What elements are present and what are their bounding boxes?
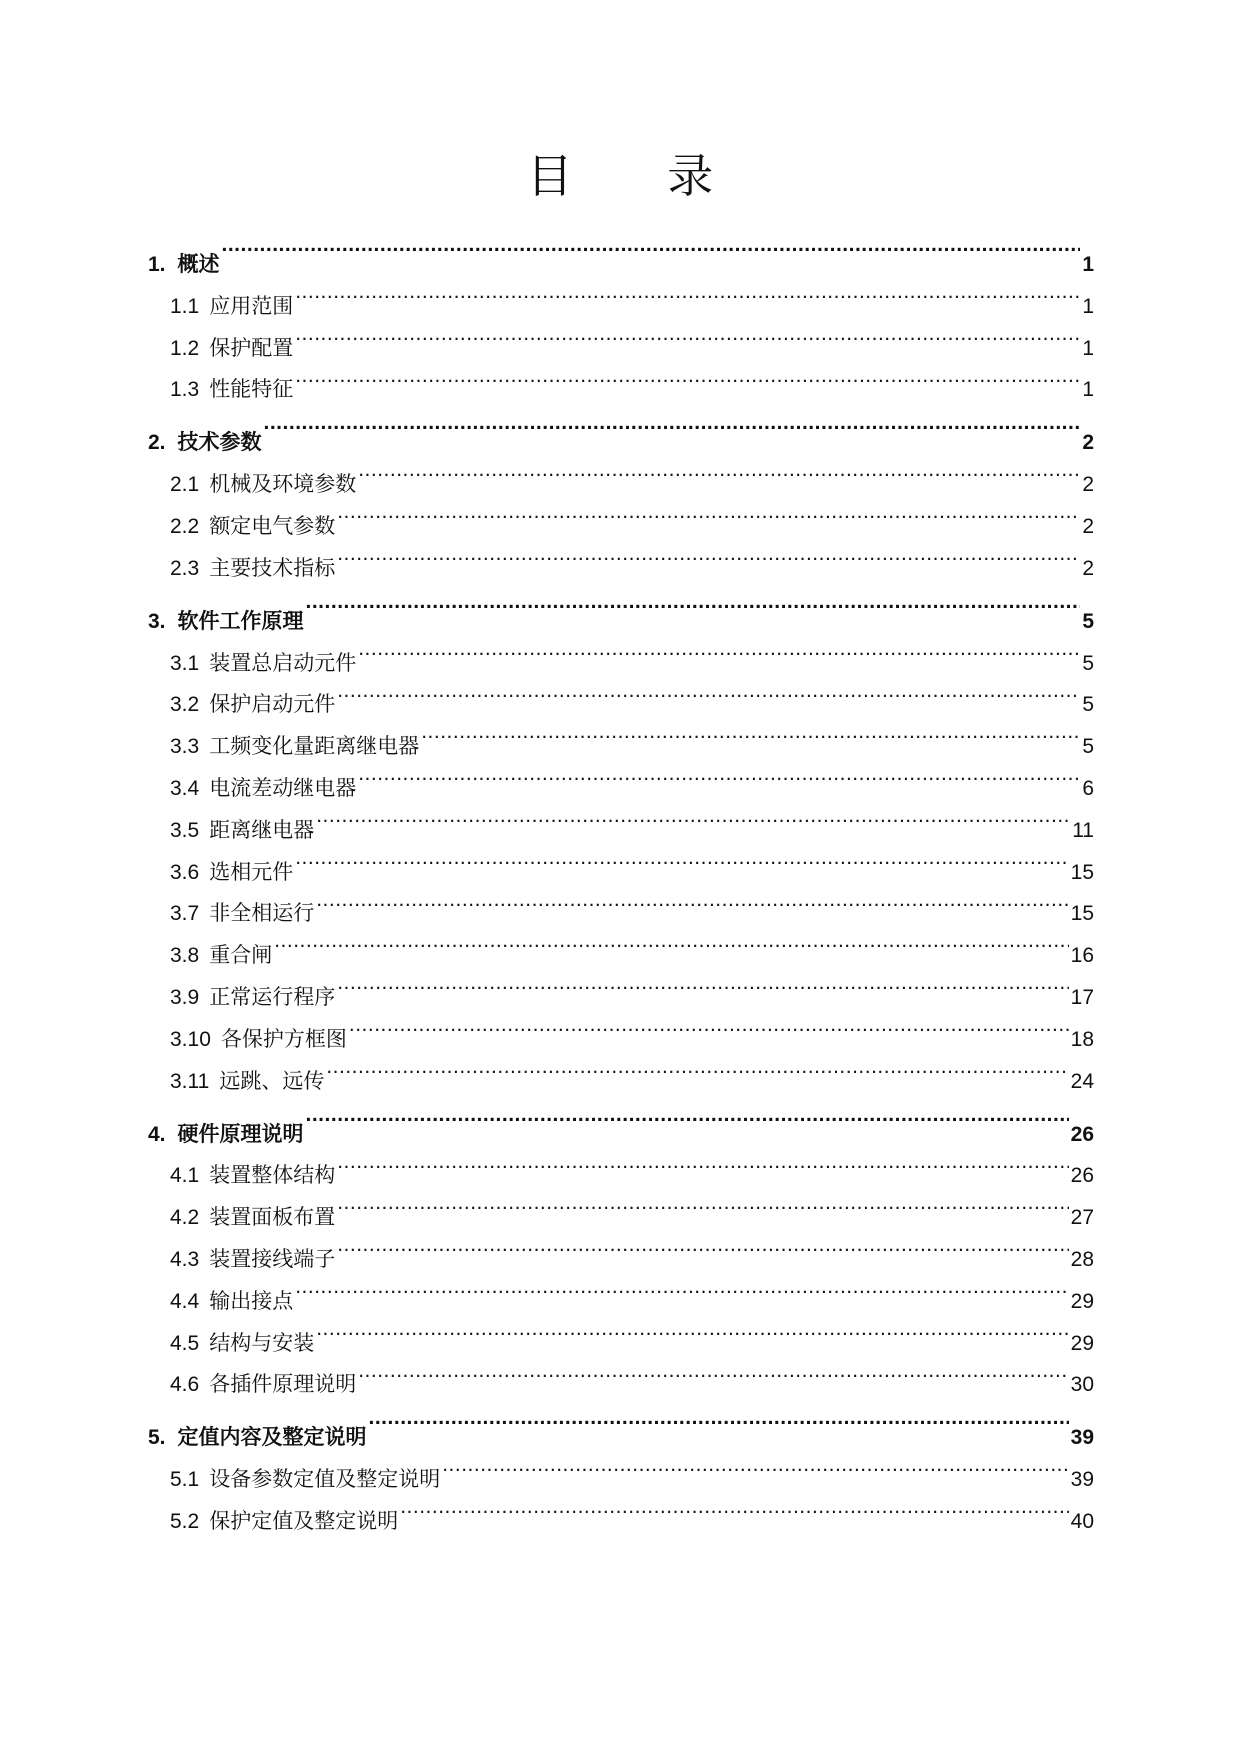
section-title: 电流差动继电器	[209, 775, 357, 800]
chapter-page-number: 1	[1082, 253, 1094, 276]
section-page-number: 30	[1070, 1373, 1094, 1397]
chapter-title: 概述	[177, 252, 220, 276]
section-page-number: 28	[1070, 1247, 1094, 1271]
dot-leader	[400, 1486, 1068, 1528]
chapter-number: 2.	[148, 431, 166, 455]
toc-section-entry[interactable]	[148, 920, 1094, 968]
dot-leader	[358, 1350, 1068, 1392]
section-number: 3.10	[170, 1027, 211, 1051]
section-number: 4.2	[170, 1206, 200, 1230]
dot-leader	[295, 355, 1080, 397]
dot-leader	[316, 879, 1068, 921]
section-title: 选相元件	[209, 859, 294, 884]
chapter-title: 技术参数	[177, 430, 262, 455]
section-page-number: 16	[1070, 944, 1094, 968]
dot-leader	[295, 271, 1080, 313]
dot-leader	[316, 1308, 1068, 1350]
section-number: 3.6	[170, 860, 200, 884]
section-page-number: 17	[1070, 985, 1094, 1009]
section-page-number: 5	[1082, 735, 1094, 759]
dot-leader	[295, 1266, 1068, 1308]
section-title: 主要技术指标	[209, 555, 336, 580]
section-title: 正常运行程序	[209, 984, 336, 1009]
dot-leader	[442, 1444, 1068, 1486]
dot-leader	[306, 1088, 1069, 1141]
section-page-number: 27	[1070, 1206, 1094, 1230]
dot-leader	[264, 396, 1081, 449]
section-number: 1.2	[170, 336, 200, 360]
section-title: 保护启动元件	[209, 692, 336, 717]
dot-leader	[337, 491, 1080, 533]
section-title: 设备参数定值及整定说明	[209, 1467, 441, 1492]
section-title: 各保护方框图	[220, 1026, 347, 1051]
section-title: 应用范围	[209, 293, 294, 318]
section-title: 非全相运行	[209, 901, 315, 926]
section-title: 装置总启动元件	[209, 650, 357, 675]
dot-leader	[421, 711, 1080, 753]
section-page-number: 26	[1070, 1164, 1094, 1188]
section-title: 保护配置	[209, 335, 294, 360]
chapter-title: 硬件原理说明	[177, 1121, 304, 1146]
page-title: 目 录	[526, 149, 754, 203]
section-page-number: 5	[1082, 651, 1094, 675]
section-number: 2.2	[170, 514, 200, 538]
section-page-number: 29	[1070, 1289, 1094, 1313]
section-title: 各插件原理说明	[209, 1372, 357, 1397]
dot-leader	[337, 962, 1068, 1004]
section-number: 4.5	[170, 1331, 200, 1355]
section-number: 3.3	[170, 735, 200, 759]
chapter-number: 1.	[148, 253, 166, 276]
section-page-number: 29	[1070, 1331, 1094, 1355]
dot-leader	[295, 837, 1068, 879]
section-number: 3.4	[170, 776, 200, 800]
section-number: 3.11	[170, 1069, 210, 1093]
section-number: 4.6	[170, 1373, 200, 1397]
dot-leader	[316, 795, 1070, 837]
chapter-title: 软件工作原理	[177, 608, 304, 633]
section-page-number: 39	[1070, 1468, 1094, 1492]
dot-leader	[358, 449, 1080, 491]
section-number: 1.1	[170, 294, 200, 318]
section-number: 3.2	[170, 693, 200, 717]
chapter-page-number: 26	[1070, 1122, 1094, 1146]
section-page-number: 11	[1072, 818, 1094, 842]
section-page-number: 40	[1070, 1509, 1094, 1533]
dot-leader	[274, 920, 1068, 962]
dot-leader	[337, 1182, 1068, 1224]
section-page-number: 2	[1082, 514, 1094, 538]
section-title: 保护定值及整定说明	[209, 1508, 399, 1533]
chapter-page-number: 2	[1082, 431, 1094, 455]
section-number: 3.7	[170, 902, 200, 926]
toc-section-entry[interactable]	[148, 962, 1094, 1009]
section-number: 4.4	[170, 1289, 200, 1313]
dot-leader	[326, 1046, 1068, 1088]
section-page-number: 1	[1082, 294, 1094, 318]
section-number: 3.8	[170, 944, 200, 968]
dot-leader	[358, 628, 1080, 670]
section-title: 距离继电器	[209, 817, 315, 842]
chapter-page-number: 39	[1070, 1426, 1094, 1450]
section-title: 装置整体结构	[209, 1163, 336, 1188]
section-title: 远跳、远传	[219, 1068, 325, 1093]
chapter-title: 定值内容及整定说明	[177, 1425, 367, 1450]
dot-leader	[337, 670, 1080, 712]
dot-leader	[337, 1141, 1068, 1183]
dot-leader	[306, 575, 1081, 628]
section-page-number: 18	[1070, 1027, 1094, 1051]
dot-leader	[295, 313, 1080, 355]
dot-leader	[337, 1224, 1068, 1266]
section-title: 机械及环境参数	[209, 472, 357, 497]
section-number: 4.1	[170, 1164, 200, 1188]
section-page-number: 1	[1082, 378, 1094, 402]
section-number: 1.3	[170, 378, 200, 402]
section-page-number: 6	[1082, 776, 1094, 800]
dot-leader	[349, 1004, 1069, 1046]
chapter-number: 5.	[148, 1426, 166, 1450]
section-title: 性能特征	[209, 377, 294, 402]
dot-leader	[369, 1391, 1069, 1444]
dot-leader	[222, 218, 1081, 271]
section-title: 输出接点	[209, 1288, 294, 1313]
section-number: 2.3	[170, 556, 200, 580]
section-title: 装置接线端子	[209, 1246, 336, 1271]
chapter-number: 3.	[148, 609, 166, 633]
section-page-number: 2	[1082, 473, 1094, 497]
section-number: 5.2	[170, 1509, 200, 1533]
section-page-number: 5	[1082, 693, 1094, 717]
section-page-number: 2	[1082, 556, 1094, 580]
section-title: 重合闸	[209, 943, 273, 968]
toc-chapter-entry[interactable]	[148, 396, 1094, 455]
section-page-number: 1	[1082, 336, 1094, 360]
dot-leader	[358, 753, 1080, 795]
toc-section-entry[interactable]	[148, 271, 1094, 318]
section-title: 装置面板布置	[209, 1205, 336, 1230]
section-page-number: 24	[1070, 1069, 1094, 1093]
section-title: 结构与安装	[209, 1330, 315, 1355]
section-page-number: 15	[1070, 860, 1094, 884]
section-number: 5.1	[170, 1468, 200, 1492]
section-title: 工频变化量距离继电器	[209, 734, 420, 759]
table-of-contents	[148, 218, 1094, 1533]
section-number: 2.1	[170, 473, 200, 497]
chapter-page-number: 5	[1082, 609, 1094, 633]
section-title: 额定电气参数	[209, 513, 336, 538]
section-number: 3.9	[170, 985, 200, 1009]
section-number: 3.5	[170, 818, 200, 842]
dot-leader	[337, 533, 1080, 575]
section-page-number: 15	[1070, 902, 1094, 926]
section-number: 4.3	[170, 1247, 200, 1271]
toc-chapter-entry[interactable]	[148, 218, 1094, 276]
toc-section-entry[interactable]	[148, 449, 1094, 497]
section-number: 3.1	[170, 651, 200, 675]
chapter-number: 4.	[148, 1122, 166, 1146]
